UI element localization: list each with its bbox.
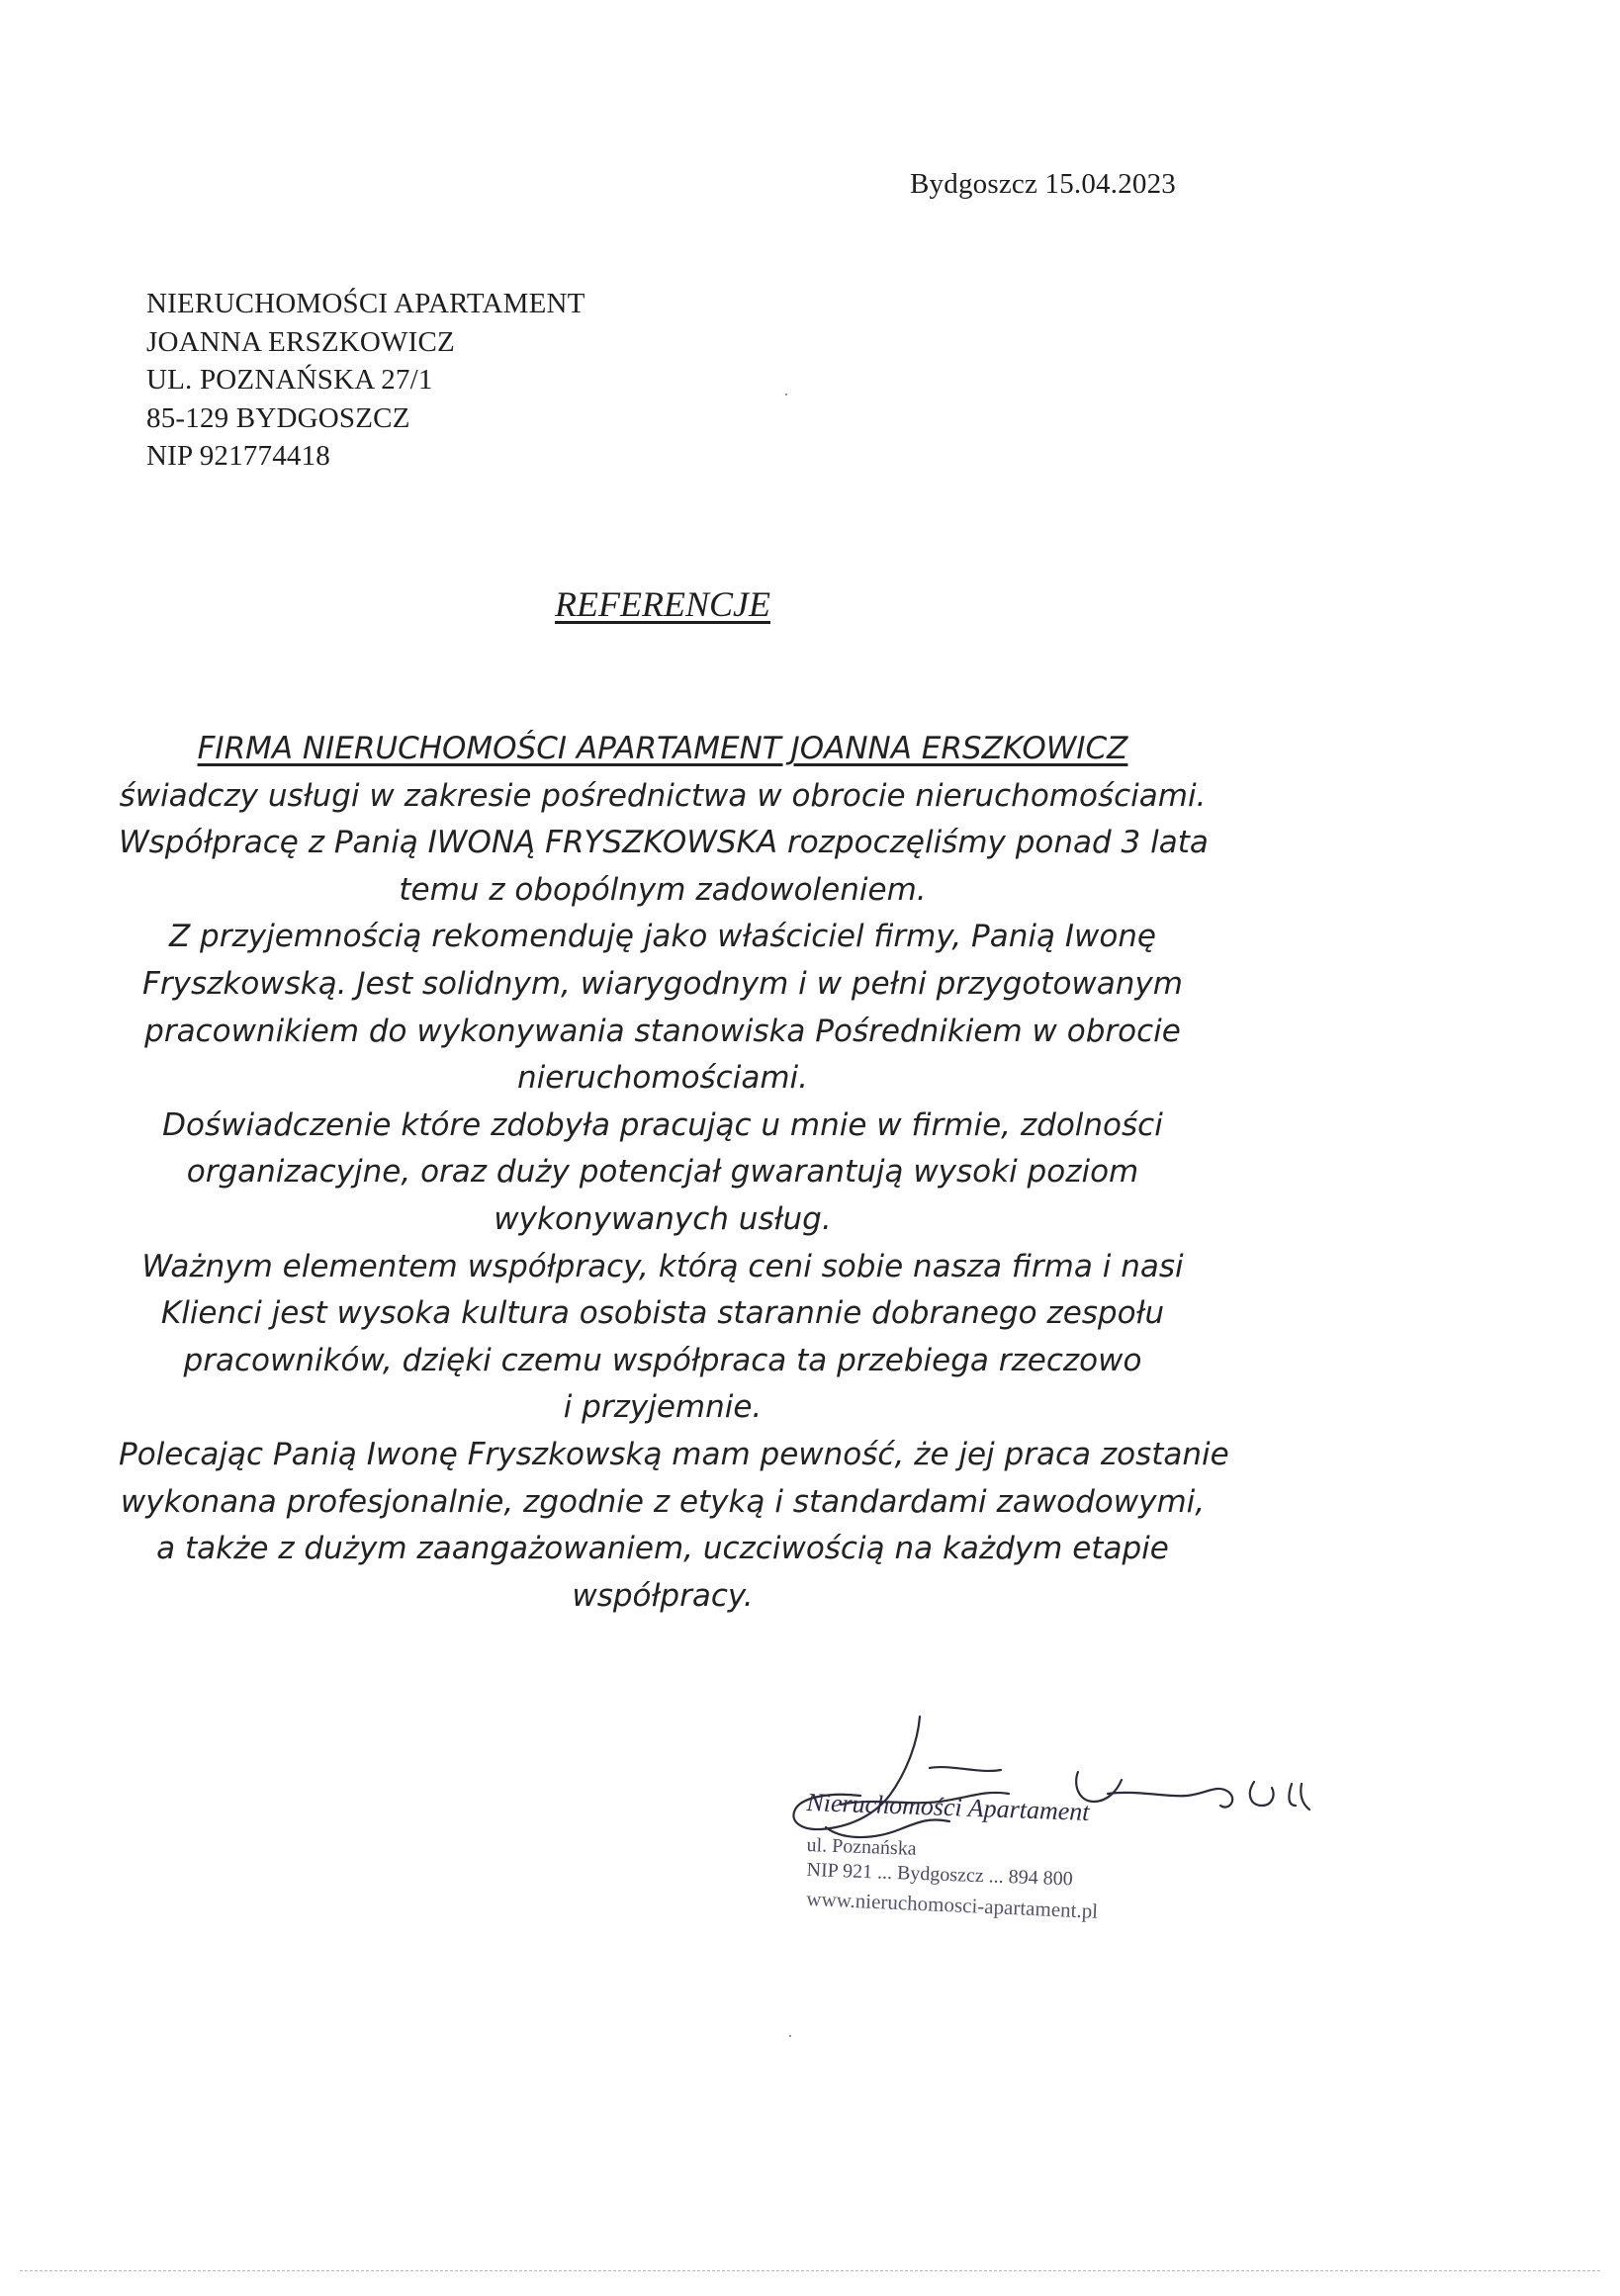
- sender-street: UL. POZNAŃSKA 27/1: [146, 364, 433, 396]
- body-line: Współpracę z Panią IWONĄ FRYSZKOWSKA rozpoczęliśmy ponad 3 lata: [119, 825, 1209, 861]
- body-line: a także z dużym zaangażowaniem, uczciwością na każdym etapie: [156, 1531, 1169, 1567]
- body-line: i przyjemnie.: [563, 1389, 763, 1426]
- stamp-website: www.nieruchomosci-apartament.pl: [805, 1887, 1099, 1923]
- body-line: wykonana profesjonalnie, zgodnie z etyką i standardami zawodowymi,: [120, 1483, 1206, 1520]
- body-line: wykonywanych usług.: [494, 1200, 832, 1237]
- company-stamp-and-signature: [781, 1711, 1335, 1938]
- body-line: Z przyjemnością rekomenduję jako właściciel firmy, Panią Iwonę: [168, 919, 1157, 955]
- scan-speck: [785, 394, 787, 396]
- stamp-company-name: Nieruchomości Apartament: [805, 1788, 1091, 1826]
- reference-body: [119, 726, 1229, 1620]
- body-line: pracownikiem do wykonywania stanowiska Pośrednikiem w obrocie: [144, 1013, 1181, 1049]
- sender-owner-name: JOANNA ERSZKOWICZ: [146, 325, 455, 358]
- sender-company-name: NIERUCHOMOŚCI APARTAMENT: [146, 288, 585, 319]
- body-line: Fryszkowską. Jest solidnym, wiarygodnym i w pełni przygotowanym: [142, 965, 1183, 1002]
- body-line: pracowników, dzięki czemu współpraca ta przebiega rzeczowo: [183, 1342, 1142, 1378]
- body-line: Doświadczenie które zdobyła pracując u mnie w firmie, zdolności: [162, 1106, 1163, 1143]
- body-line: Polecając Panią Iwonę Fryszkowską mam pewność, że jej praca zostanie: [119, 1436, 1229, 1472]
- body-line: nieruchomościami.: [516, 1060, 808, 1097]
- body-firm-name: FIRMA NIERUCHOMOŚCI APARTAMENT JOANNA ERSZKOWICZ: [197, 731, 1128, 766]
- sender-tax-id: NIP 921774418: [146, 440, 331, 472]
- stamp-address: ul. Poznańska: [806, 1834, 918, 1860]
- sender-postal-city: 85-129 BYDGOSZCZ: [146, 401, 410, 434]
- body-line: temu z obopólnym zadowoleniem.: [399, 871, 927, 908]
- sender-address-block: [146, 285, 585, 476]
- body-line: organizacyjne, oraz duży potencjał gwarantują wysoki poziom: [186, 1154, 1139, 1191]
- stamp-tax-id: NIP 921 ... Bydgoszcz ... 894 800: [806, 1859, 1074, 1891]
- scan-speck: [789, 2035, 791, 2037]
- body-line: świadczy usługi w zakresie pośrednictwa w obrocie nieruchomościami.: [119, 777, 1207, 814]
- body-line: Klienci jest wysoka kultura osobista starannie dobranego zespołu: [160, 1295, 1165, 1332]
- place-and-date: Bydgoszcz 15.04.2023: [910, 168, 1176, 200]
- body-line: Ważnym elementem współpracy, którą ceni sobie nasza firma i nasi: [141, 1248, 1184, 1284]
- scan-edge-line: [20, 2270, 1600, 2271]
- body-line: współpracy.: [572, 1577, 754, 1614]
- document-title: REFERENCJE: [555, 584, 770, 624]
